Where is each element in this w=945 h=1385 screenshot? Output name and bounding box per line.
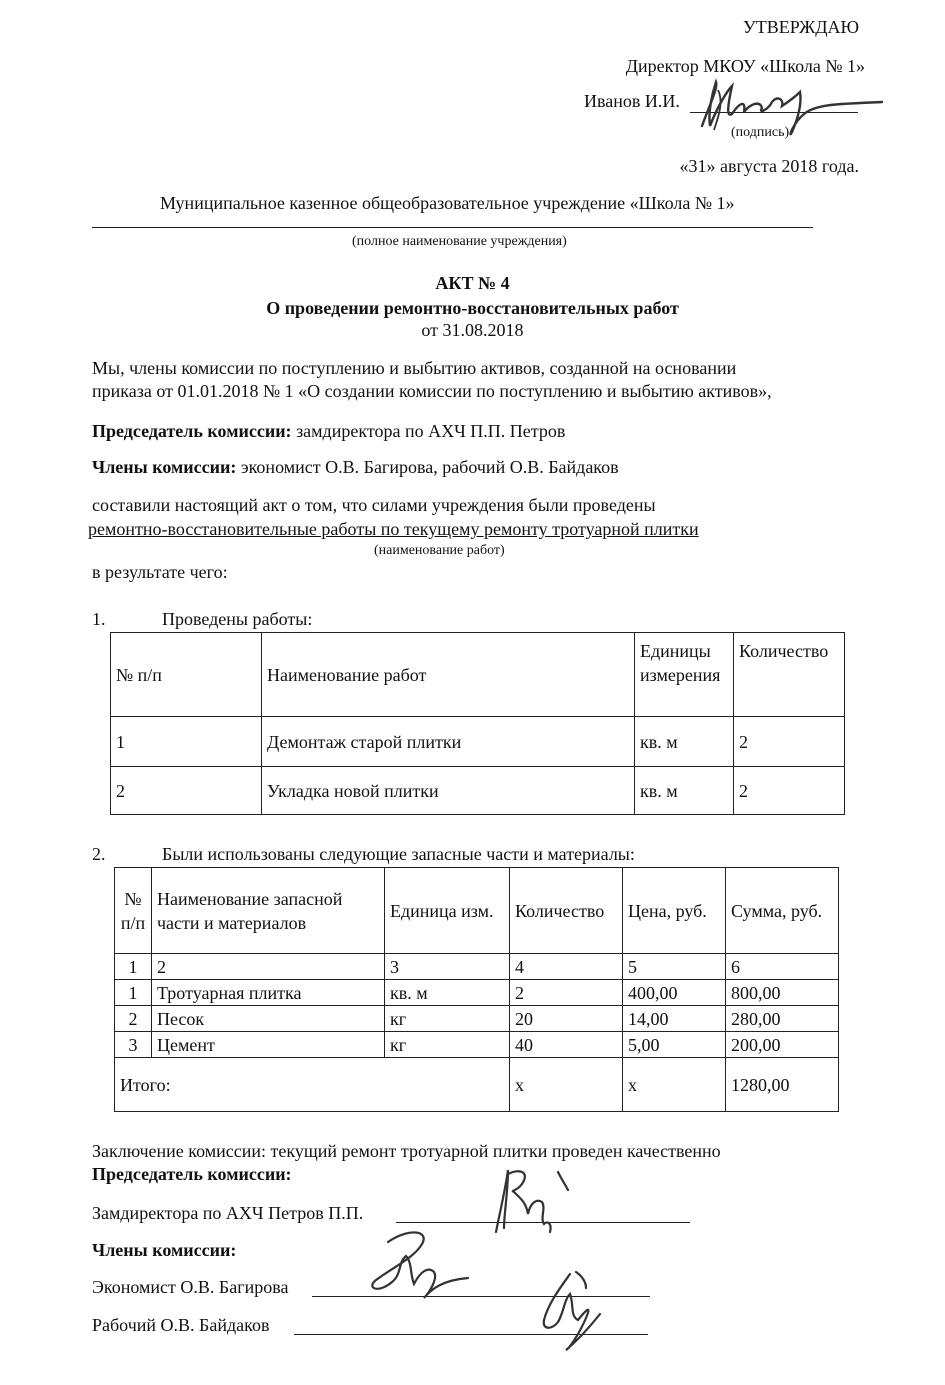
table-cell: Цемент	[152, 1032, 385, 1058]
member1-signature	[358, 1222, 478, 1304]
section2-title: Были использованы следующие запасные части и материалы:	[162, 844, 635, 864]
table-cell: 280,00	[726, 1006, 839, 1032]
header-cell: Сумма, руб.	[726, 868, 839, 954]
act-subject: О проведении ремонтно-восстановительных работ	[266, 298, 679, 318]
intro-line-1: Мы, члены комиссии по поступлению и выбытию активов, созданной на основании	[92, 358, 737, 378]
header-cell: Единица изм.	[385, 868, 510, 954]
member1-name: Экономист О.В. Багирова	[92, 1277, 289, 1297]
table-cell: 200,00	[726, 1032, 839, 1058]
chair-signature	[470, 1162, 580, 1248]
table-cell: 20	[510, 1006, 623, 1032]
table-cell: 1	[115, 980, 152, 1006]
director-name: Иванов И.И.	[584, 91, 680, 111]
section1-number: 1.	[92, 609, 106, 629]
intro-line-2: приказа от 01.01.2018 № 1 «О создании комиссии по поступлению и выбытию активов»,	[92, 381, 772, 401]
table-cell: 3	[385, 954, 510, 980]
members-value: экономист О.В. Багирова, рабочий О.В. Байдаков	[236, 457, 619, 477]
member2-signature	[530, 1264, 620, 1354]
table-cell: Песок	[152, 1006, 385, 1032]
header-cell: Наименование работ	[262, 633, 635, 717]
table-cell: 4	[510, 954, 623, 980]
sign-hint: (подпись)	[731, 125, 790, 140]
table-cell: кв. м	[635, 767, 734, 815]
table-cell: 40	[510, 1032, 623, 1058]
table-cell: 2	[152, 954, 385, 980]
table-cell: 2	[734, 717, 845, 767]
conclusion-text: Заключение комиссии: текущий ремонт тротуарной плитки проведен качественно	[92, 1141, 721, 1161]
table-cell: 1	[115, 954, 152, 980]
section2-number: 2.	[92, 844, 106, 864]
act-number: АКТ № 4	[435, 273, 510, 293]
table-cell: кв. м	[635, 717, 734, 767]
header-cell: Количество	[510, 868, 623, 954]
section1-title: Проведены работы:	[162, 609, 313, 629]
total-row	[115, 1058, 839, 1112]
total-sum: 1280,00	[726, 1058, 839, 1112]
table-row	[111, 717, 845, 767]
composed-line: составили настоящий акт о том, что силами учреждения были проведены	[92, 495, 656, 515]
materials-table-header	[115, 868, 839, 954]
members-line	[92, 457, 619, 478]
materials-table	[114, 867, 839, 1112]
works-table	[110, 632, 845, 815]
table-cell: 3	[115, 1032, 152, 1058]
member2-name: Рабочий О.В. Байдаков	[92, 1315, 270, 1335]
table-cell: 2	[115, 1006, 152, 1032]
table-row	[111, 767, 845, 815]
members-label: Члены комиссии:	[92, 457, 237, 477]
chair-line	[92, 421, 565, 442]
table-cell: 2	[734, 767, 845, 815]
header-cell: Единицы измерения	[635, 633, 734, 717]
conclusion-chair-label: Председатель комиссии:	[92, 1164, 292, 1184]
header-cell: Цена, руб.	[623, 868, 726, 954]
header-cell: Количество	[734, 633, 845, 717]
approval-date: «31» августа 2018 года.	[679, 156, 859, 176]
header-cell: № п/п	[115, 868, 152, 954]
chair-label: Председатель комиссии:	[92, 421, 292, 441]
table-cell: 400,00	[623, 980, 726, 1006]
works-hint: (наименование работ)	[374, 543, 505, 558]
table-cell: 1	[111, 717, 262, 767]
works-name: ремонтно-восстановительные работы по текущему ремонту тротуарной плитки	[88, 519, 699, 539]
chair-sign-name: Замдиректора по АХЧ Петров П.П.	[92, 1203, 364, 1223]
column-numbers-row	[115, 954, 839, 980]
table-cell: кг	[385, 1006, 510, 1032]
table-cell: Демонтаж старой плитки	[262, 717, 635, 767]
act-date: от 31.08.2018	[421, 320, 524, 340]
works-table-header	[111, 633, 845, 717]
table-cell: 5	[623, 954, 726, 980]
table-cell: Тротуарная плитка	[152, 980, 385, 1006]
director-title: Директор МКОУ «Школа № 1»	[625, 56, 865, 76]
total-price: x	[623, 1058, 726, 1112]
total-qty: x	[510, 1058, 623, 1112]
org-hint: (полное наименование учреждения)	[352, 234, 567, 249]
header-cell: № п/п	[111, 633, 262, 717]
table-row	[115, 980, 839, 1006]
table-cell: 14,00	[623, 1006, 726, 1032]
table-cell: кв. м	[385, 980, 510, 1006]
approve-heading: УТВЕРЖДАЮ	[742, 17, 859, 37]
table-cell: 800,00	[726, 980, 839, 1006]
org-name: Муниципальное казенное общеобразовательное учреждение «Школа № 1»	[160, 193, 735, 213]
table-cell: кг	[385, 1032, 510, 1058]
table-cell: Укладка новой плитки	[262, 767, 635, 815]
table-cell: 2	[111, 767, 262, 815]
table-cell: 5,00	[623, 1032, 726, 1058]
table-cell: 6	[726, 954, 839, 980]
chair-value: замдиректора по АХЧ П.П. Петров	[291, 421, 566, 441]
org-name-line	[92, 227, 813, 228]
conclusion-members-label: Члены комиссии:	[92, 1240, 237, 1260]
table-row	[115, 1032, 839, 1058]
result-line: в результате чего:	[92, 562, 228, 582]
header-cell: Наименование запасной части и материалов	[152, 868, 385, 954]
director-signature	[688, 74, 888, 152]
total-label: Итого:	[115, 1058, 510, 1112]
table-row	[115, 1006, 839, 1032]
table-cell: 2	[510, 980, 623, 1006]
